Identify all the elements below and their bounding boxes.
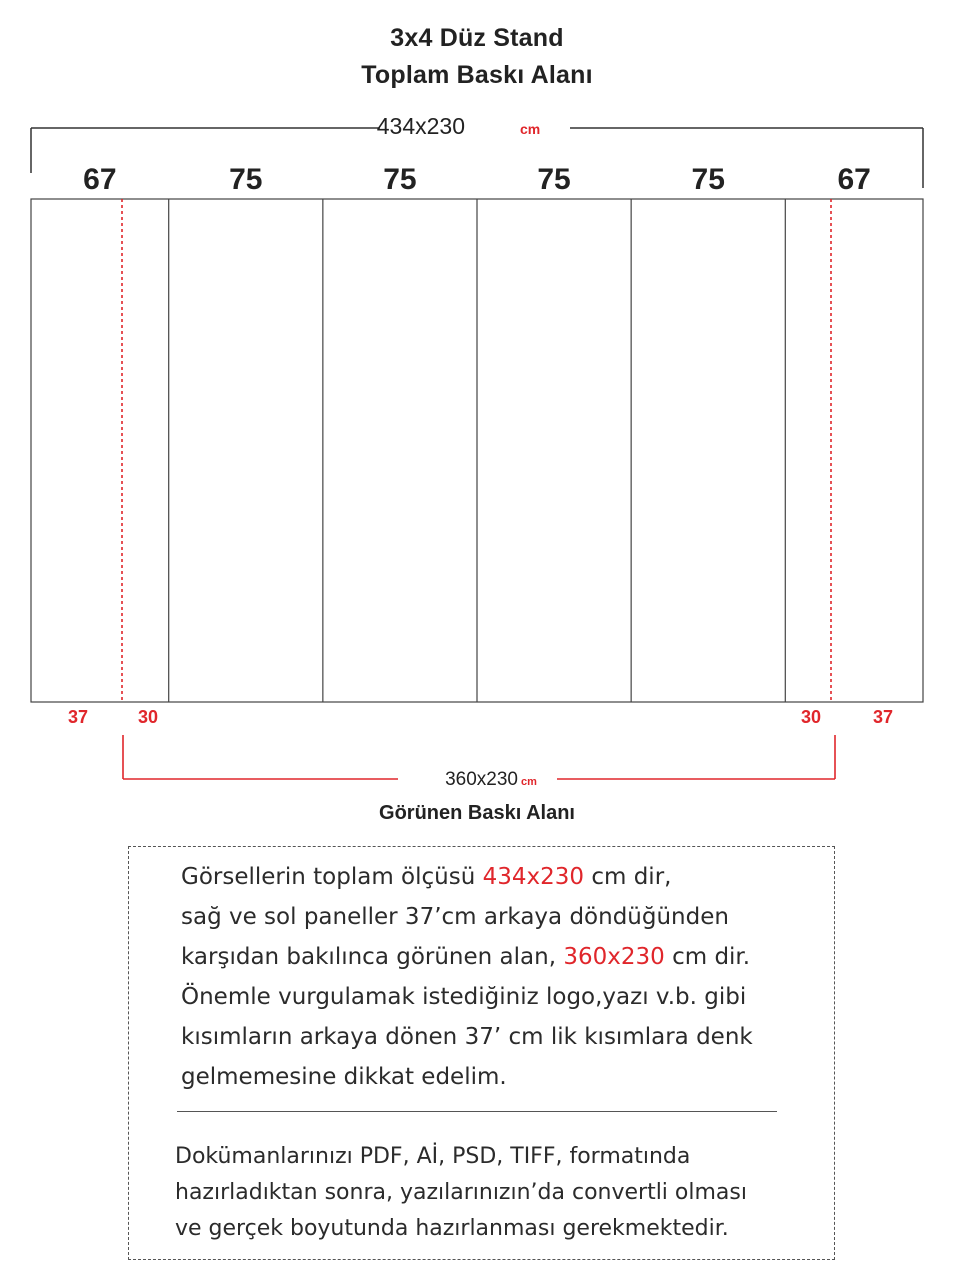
panel-width-label: 67	[83, 163, 117, 196]
info-line-5: kısımların arkaya dönen 37’ cm lik kısımlara denk	[181, 1024, 753, 1050]
right-front-fold-value: 30	[800, 707, 822, 727]
panel-width-labels	[83, 163, 871, 196]
info-line-2: sağ ve sol paneller 37’cm arkaya döndüğünden	[181, 904, 729, 930]
diagram-subtitle: Toplam Baskı Alanı	[361, 61, 593, 89]
info-line-3: karşıdan bakılınca görünen alan, 360x230 cm dir.	[181, 944, 751, 970]
info-line-1: Görsellerin toplam ölçüsü 434x230 cm dir,	[181, 864, 672, 890]
total-size-highlight: 434x230	[482, 864, 585, 890]
format-line-2: hazırladıktan sonra, yazılarınızın’da convertli olması	[175, 1180, 747, 1205]
format-paragraph	[175, 1139, 825, 1247]
panel-width-label: 75	[691, 163, 725, 196]
panel-width-label: 75	[229, 163, 263, 196]
left-front-fold-value: 30	[137, 707, 159, 727]
info-line-4: Önemle vurgulamak istediğiniz logo,yazı v.b. gibi	[181, 984, 747, 1010]
info-paragraph	[181, 857, 821, 1097]
total-dimension-bracket	[31, 128, 923, 188]
panel-dividers	[169, 199, 786, 702]
visible-area-label: Görünen Baskı Alanı	[379, 802, 575, 824]
format-line-1: Dokümanlarınızı PDF, Aİ, PSD, TIFF, formatında	[175, 1144, 691, 1169]
diagram-title: 3x4 Düz Stand	[390, 24, 564, 52]
format-line-3: ve gerçek boyutunda hazırlanması gerekmektedir.	[175, 1216, 729, 1241]
right-back-fold-value: 37	[872, 707, 894, 727]
info-line-6: gelmemesine dikkat edelim.	[181, 1064, 507, 1090]
total-dimension-unit: cm	[520, 121, 541, 137]
left-back-fold-value: 37	[67, 707, 89, 727]
panel-width-label: 75	[537, 163, 571, 196]
note-divider	[177, 1111, 777, 1112]
panel-width-label: 75	[383, 163, 417, 196]
panel-width-label: 67	[837, 163, 871, 196]
total-dimension-value: 434x230	[376, 113, 465, 139]
visible-size-highlight: 360x230	[563, 944, 665, 970]
info-note-box	[128, 846, 835, 1260]
visible-dimension-unit: cm	[521, 776, 537, 788]
visible-dimension-value: 360x230	[445, 769, 518, 790]
